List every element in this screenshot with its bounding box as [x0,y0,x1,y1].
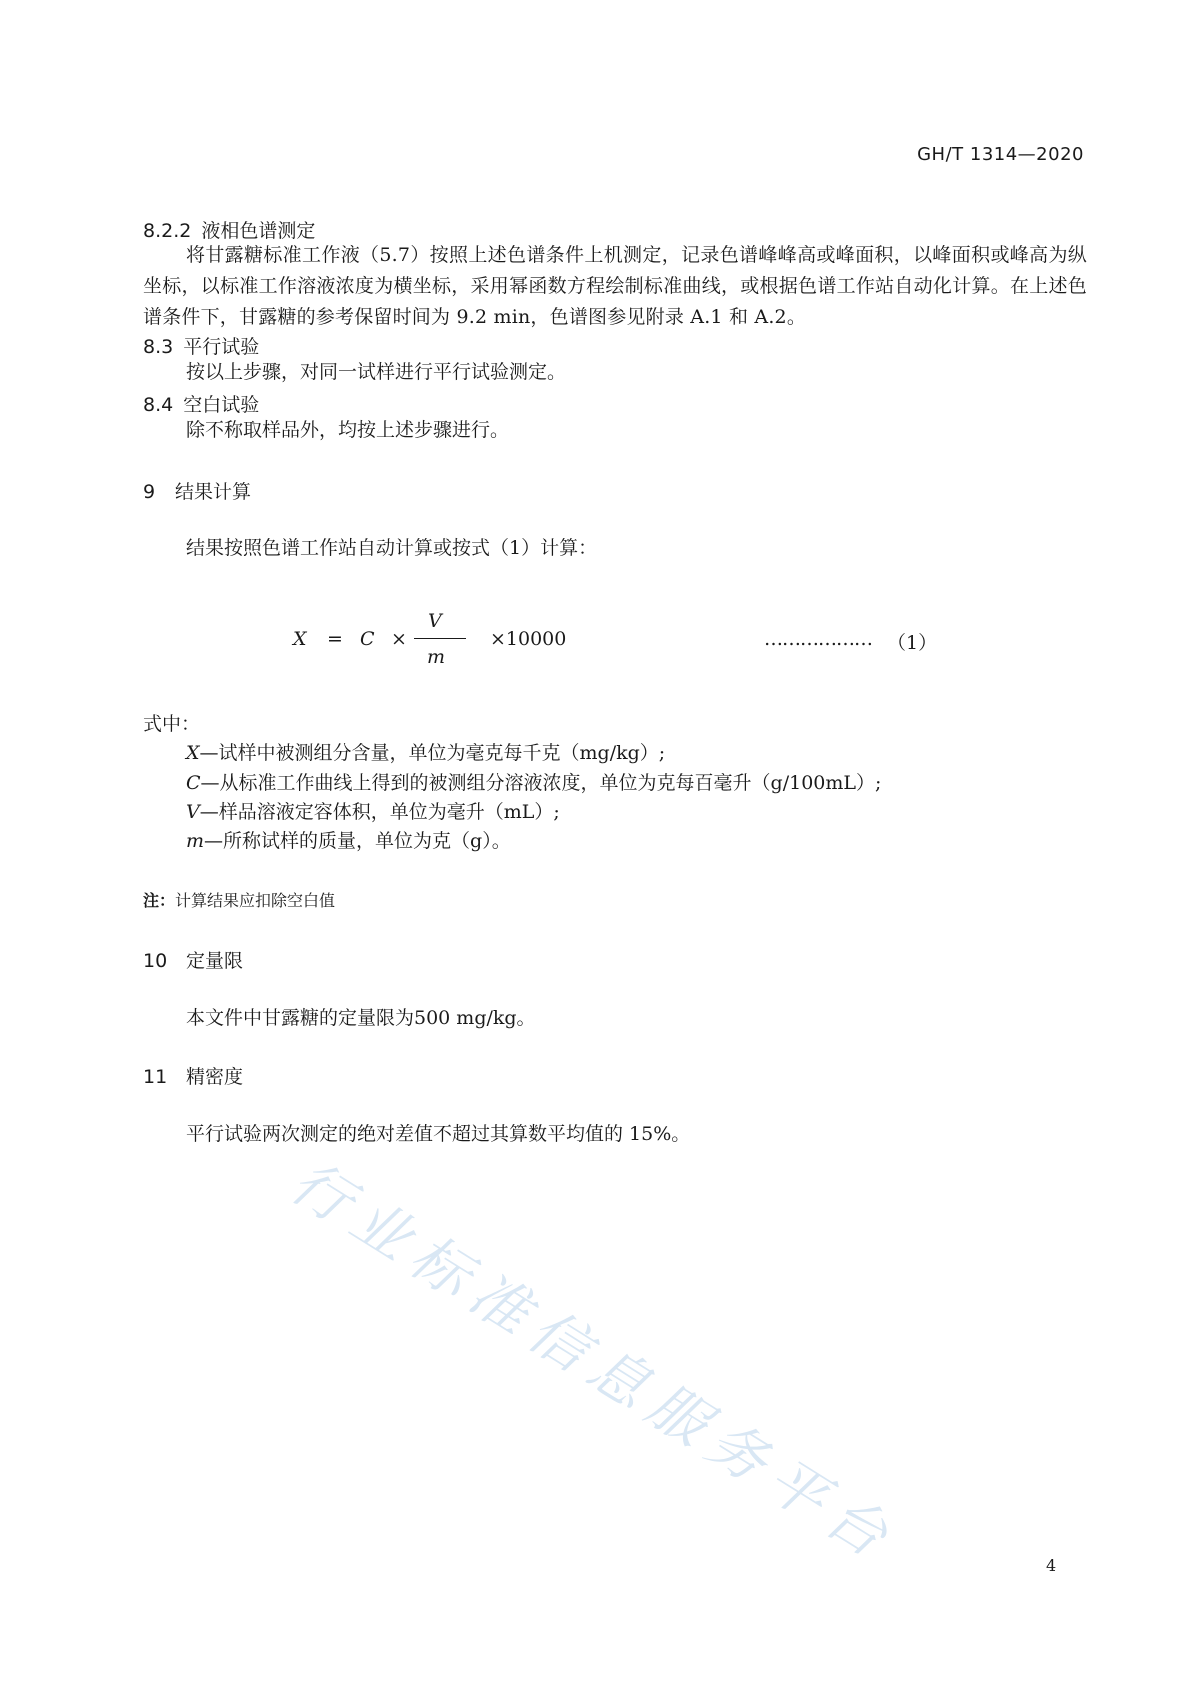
where-symbol: V [186,801,200,823]
section-number: 11 [143,1066,168,1088]
section-title: 液相色谱测定 [201,220,316,242]
formula-equals: = [327,628,343,650]
section-number: 8.3 [143,336,174,358]
section-heading-10 [143,946,243,973]
section-number: 8.4 [143,394,174,416]
section-8-2-2-paragraph: 将甘露糖标准工作液（5.7）按照上述色谱条件上机测定，记录色谱峰峰高或峰面积，以峰面积或峰高为纵坐标，以标准工作溶液浓度为横坐标，采用幂函数方程绘制标准曲线，或根据色谱工作站自动化计算。在上述色谱条件下，甘露糖的参考保留时间为 9.2 min，色谱图参见附录 A.1 和 A.2。 [143,244,1087,328]
section-title: 定量限 [186,950,244,972]
where-item-v [186,797,560,828]
where-definition: —所称试样的质量，单位为克（g）。 [204,830,511,852]
where-item-x [186,738,665,769]
section-heading-8-3 [143,332,259,359]
section-title: 空白试验 [183,394,260,416]
section-8-3-paragraph: 按以上步骤，对同一试样进行平行试验测定。 [186,361,567,383]
formula-times: × [391,628,407,650]
where-symbol: C [186,772,201,794]
where-symbol: X [186,742,200,764]
note-label: 注： [143,891,176,910]
where-definition: —试样中被测组分含量，单位为毫克每千克（mg/kg）; [199,742,666,764]
fraction-bar [414,638,466,639]
formula-lhs: X [293,628,307,650]
page-number: 4 [1046,1556,1057,1575]
section-9-paragraph: 结果按照色谱工作站自动计算或按式（1）计算： [186,537,598,559]
document-id: GH/T 1314—2020 [917,144,1084,165]
formula-number: （1） [887,632,938,654]
formula-denominator: m [427,646,446,668]
where-item-c [186,768,881,799]
section-heading-8-4 [143,390,259,417]
note-text: 计算结果应扣除空白值 [175,891,336,910]
where-item-m [186,826,511,857]
section-11-paragraph: 平行试验两次测定的绝对差值不超过其算数平均值的 15%。 [186,1123,691,1145]
formula-numerator: V [428,610,442,632]
formula-factor: ×10000 [490,628,567,650]
where-symbol: m [186,830,205,852]
where-definition: —从标准工作曲线上得到的被测组分溶液浓度，单位为克每百毫升（g/100mL）; [200,772,882,794]
section-title: 结果计算 [175,481,252,503]
section-number: 10 [143,950,168,972]
section-number: 8.2.2 [143,220,192,242]
where-definition: —样品溶液定容体积，单位为毫升（mL）; [199,801,560,823]
section-10-paragraph: 本文件中甘露糖的定量限为500 mg/kg。 [186,1007,536,1029]
section-8-4-paragraph: 除不称取样品外，均按上述步骤进行。 [186,419,510,441]
where-label: 式中： [143,713,201,735]
formula-leader-dots: ……………… [764,628,872,650]
note [143,888,335,911]
section-heading-8-2-2 [143,216,315,243]
section-heading-9 [143,477,251,504]
section-title: 精密度 [186,1066,244,1088]
section-number: 9 [143,481,156,503]
section-title: 平行试验 [183,336,260,358]
formula-c: C [360,628,375,650]
watermark: 行业标准信息服务平台 [279,1147,910,1577]
section-heading-11 [143,1062,243,1089]
